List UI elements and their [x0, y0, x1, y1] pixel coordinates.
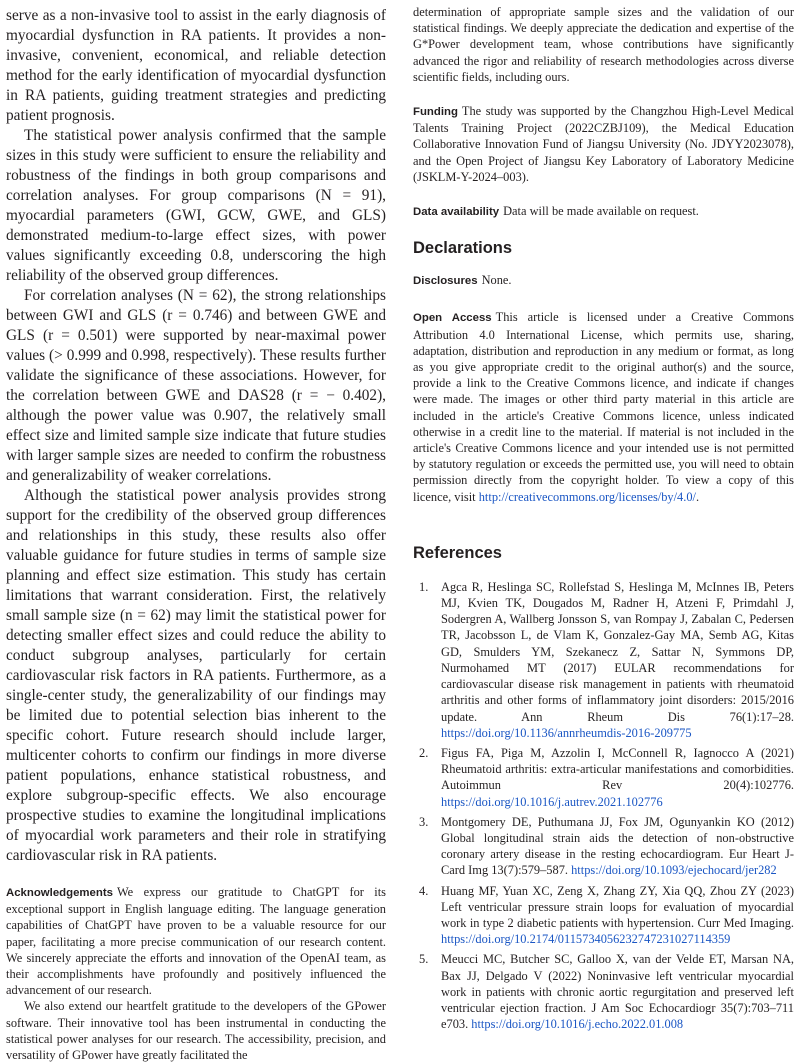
references-list [413, 579, 794, 1032]
declarations-heading: Declarations [413, 239, 513, 258]
body-paragraph-3: For correlation analyses (N = 62), the strong relationships between GWI and GLS (r = 0.746) and between GWE and GLS (r = 0.501) were supported by near-maximal power values (> 0.999 and 0.998, respectively). These results further validate the significance of these associations. However, for the correlation between GWE and DAS28 (r = − 0.402), although the power value was 0.907, the relatively small effect size and limited sample size indicate that future studies with larger sample sizes are needed to confirm the robustness and generalizability of weaker correlations. [6, 287, 386, 484]
reference-number: 4. [419, 883, 429, 898]
reference-doi-link[interactable]: https://doi.org/10.1093/ejechocard/jer282 [571, 863, 777, 878]
reference-item [413, 745, 794, 810]
left-column [6, 0, 386, 1063]
reference-text: Meucci MC, Butcher SC, Galloo X, van der Velde ET, Marsan NA, Bax JJ, Delgado V (2022) Noninvasive left ventricular myocardial work in patients with chronic aortic regurgitation and preserved left ventricular ejection fraction. J Am Soc Echocardiogr 35(7):703–711 e703. [441, 952, 794, 1032]
reference-doi-link[interactable]: https://doi.org/10.1016/j.echo.2022.01.008 [471, 1017, 684, 1032]
funding-text: The study was supported by the Changzhou High-Level Medical Talents Training Project (2022CZBJ109), the Medical Education Collaborative Innovation Fund of Jiangsu University (No. JDYY2023078), and the Open Project of Jiangsu Key Laboratory of Laboratory Medicine (JSKLM-Y-2024–003). [413, 104, 794, 184]
reference-doi-link[interactable]: https://doi.org/10.2174/0115734056232747231027114359 [441, 932, 731, 947]
open-access-paragraph [413, 309, 794, 504]
reference-item [413, 814, 794, 879]
disclosures-label: Disclosures [413, 275, 478, 288]
data-availability-label: Data availability [413, 206, 500, 219]
open-access-link[interactable]: http://creativecommons.org/licenses/by/4.0/ [478, 489, 696, 504]
reference-number: 2. [419, 745, 429, 760]
acknowledgements-text: We express our gratitude to ChatGPT for its exceptional support in English language editing. The language generation capabilities of ChatGPT have proven to be a valuable resource for our paper, facilitating a more precise communication of our research content. We sincerely appreciate the efforts and innovation of the OpenAI team, as their accomplishments have profoundly and positively influenced the advancement of our research. [6, 885, 386, 998]
reference-text: Figus FA, Piga M, Azzolin I, McConnell R, Iagnocco A (2021) Rheumatoid arthritis: extra-articular manifestations and comorbidities. Autoimmun Rev 20(4):102776. [441, 745, 794, 793]
reference-item [413, 579, 794, 741]
reference-doi-link[interactable]: https://doi.org/10.1016/j.autrev.2021.102776 [441, 794, 663, 809]
references-heading: References [413, 543, 502, 562]
body-paragraph-2: The statistical power analysis confirmed that the sample sizes in this study were sufficient to ensure the reliability and robustness of the findings in both group comparisons and correlation analyses. For group comparisons (N = 91), myocardial parameters (GWI, GCW, GWE, and GLS) demonstrated medium-to-large effect sizes, with power values significantly exceeding 0.8, underscoring the high reliability of the observed group differences. [6, 127, 386, 284]
data-availability-text: Data will be made available on request. [503, 204, 699, 219]
reference-text: Huang MF, Yuan XC, Zeng X, Zhang ZY, Xia QQ, Zhou ZY (2023) Left ventricular pressure strain loops for evaluation of myocardial work in type 2 diabetic patients with hypertension. Curr Med Imaging. [441, 883, 794, 930]
acknowledgements-paragraph-2: We also extend our heartfelt gratitude to the developers of the GPower software. Their innovative tool has been instrumental in conducting the statistical power analyses for our research. The accessibility, precision, and versatility of GPower have greatly facilitated the [6, 999, 386, 1063]
right-column [413, 0, 794, 1036]
reference-number: 3. [419, 814, 429, 829]
data-availability-paragraph [413, 203, 794, 220]
acknowledgements-continued: determination of appropriate sample sizes and the validation of our statistical findings. We deeply appreciate the dedication and expertise of the G*Power development team, whose contributions have significantly advanced the rigor and reliability of research methodologies across diverse scientific fields, including ours. [413, 5, 794, 84]
reference-number: 1. [419, 579, 429, 594]
open-access-label: Open Access [413, 312, 492, 325]
acknowledgements-section [6, 884, 386, 1063]
reference-item [413, 883, 794, 948]
reference-text: Agca R, Heslinga SC, Rollefstad S, Heslinga M, McInnes IB, Peters MJ, Kvien TK, Dougados M, Radner H, Atzeni F, Primdahl J, Sodergren A, Wallberg Jonsson S, van Rompay J, Zabalan C, Pedersen TR, Jacobsson L, de Vlam K, Gonzalez-Gay MA, Semb AG, Kitas GD, Smulders YM, Szekanecz Z, Sattar N, Symmons DP, Nurmohamed MT (2017) EULAR recommendations for cardiovascular disease risk management in patients with rheumatoid arthritis and other forms of inflammatory joint disorders: 2015/2016 update. Ann Rheum Dis 76(1):17–28. [441, 579, 794, 724]
body-paragraph-1: serve as a non-invasive tool to assist in the early diagnosis of myocardial dysfunction in RA patients. It provides a non-invasive, convenient, economical, and reliable detection method for the early identification of myocardial dysfunction in RA patients, guiding treatment strategies and predicting patient prognosis. [6, 7, 386, 124]
acknowledgements-label: Acknowledgements [6, 887, 113, 899]
disclosures-paragraph [413, 272, 794, 289]
reference-text: Montgomery DE, Puthumana JJ, Fox JM, Ogunyankin KO (2012) Global longitudinal strain aids the detection of non-obstructive coronary artery disease in the resting echocardiogram. Eur Heart J-Card Img 13(7):579–587. [441, 814, 794, 878]
reference-doi-link[interactable]: https://doi.org/10.1136/annrheumdis-2016-209775 [441, 725, 692, 740]
acknowledgements-paragraph [6, 884, 386, 998]
reference-number: 5. [419, 952, 429, 967]
reference-item [413, 951, 794, 1032]
funding-paragraph [413, 103, 794, 185]
open-access-end: . [696, 489, 700, 504]
funding-label: Funding [413, 106, 458, 119]
disclosures-text: None. [481, 273, 512, 288]
body-paragraph-4: Although the statistical power analysis provides strong support for the credibility of the observed group differences and relationships in this study, these results also offer valuable guidance for future studies in terms of sample size planning and effect size estimation. This study has certain limitations that warrant consideration. First, the relatively small sample size (n = 62) may limit the statistical power for detecting smaller effect sizes and could reduce the ability to conduct subgroup analyses, particularly for certain cardiovascular risk factors in RA patients. Furthermore, as a single-center study, the generalizability of our findings may be limited due to potential selection bias inherent to the specific cohort. Future research should include larger, multicenter cohorts to confirm our findings in more diverse patient populations, enhance statistical robustness, and explore subgroup-specific effects. We also encourage prospective studies to examine the longitudinal implications of myocardial work parameters and their role in stratifying cardiovascular risk in RA patients. [6, 487, 386, 864]
open-access-text: This article is licensed under a Creative Commons Attribution 4.0 International License, which permits use, sharing, adaptation, distribution and reproduction in any medium or format, as long as you give appropriate credit to the original author(s) and the source, provide a link to the Creative Commons licence, and indicate if changes were made. The images or other third party material in this article are included in the article's Creative Commons licence, unless indicated otherwise in a credit line to the material. If material is not included in the article's Creative Commons licence and your intended use is not permitted by statutory regulation or exceeds the permitted use, you will need to obtain permission directly from the copyright holder. To view a copy of this licence, visit [413, 310, 794, 504]
